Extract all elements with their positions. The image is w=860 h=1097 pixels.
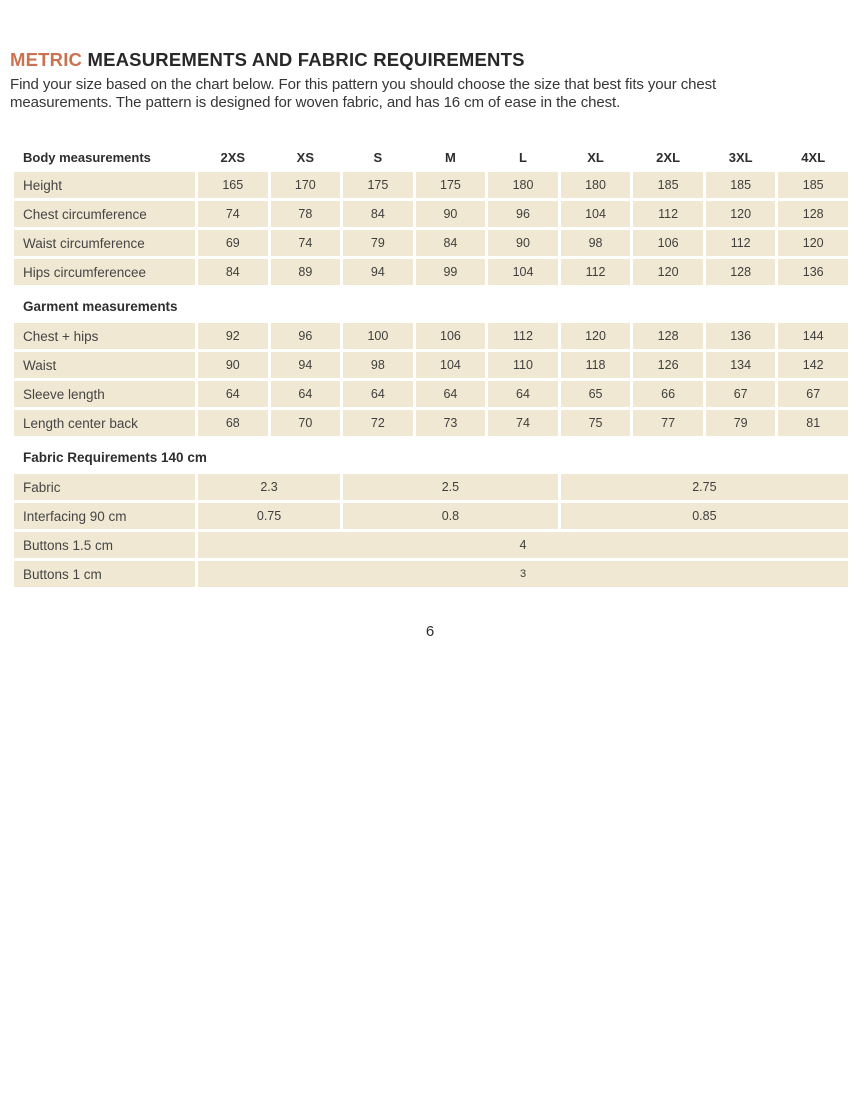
measurement-value-cell: 96	[271, 323, 341, 349]
column-header-body-measurements: Body measurements	[14, 145, 195, 169]
page-title-rest: MEASUREMENTS AND FABRIC REQUIREMENTS	[82, 49, 525, 70]
measurement-value-cell: 64	[271, 381, 341, 407]
row-label: Waist circumference	[14, 230, 195, 256]
size-column-header: S	[343, 145, 413, 169]
measurement-value-cell: 112	[488, 323, 558, 349]
measurement-value-cell: 72	[343, 410, 413, 436]
row-label: Buttons 1 cm	[14, 561, 195, 587]
measurements-table	[14, 145, 848, 587]
fabric-group-value-cell: 0.8	[343, 503, 558, 529]
measurement-value-cell: 96	[488, 201, 558, 227]
section-header-garment: Garment measurements	[14, 288, 848, 320]
row-label: Sleeve length	[14, 381, 195, 407]
measurement-value-cell: 79	[706, 410, 776, 436]
measurement-value-cell: 64	[416, 381, 486, 407]
measurement-value-cell: 64	[198, 381, 268, 407]
measurement-value-cell: 78	[271, 201, 341, 227]
measurement-value-cell: 175	[343, 172, 413, 198]
measurement-value-cell: 65	[561, 381, 631, 407]
measurement-value-cell: 136	[778, 259, 848, 285]
measurement-value-cell: 73	[416, 410, 486, 436]
measurement-value-cell: 128	[778, 201, 848, 227]
measurement-value-cell: 118	[561, 352, 631, 378]
measurement-value-cell: 128	[633, 323, 703, 349]
measurement-value-cell: 98	[561, 230, 631, 256]
fabric-group-value-cell	[198, 561, 848, 587]
size-column-header: 3XL	[706, 145, 776, 169]
measurement-value-cell: 175	[416, 172, 486, 198]
measurement-value-cell: 112	[561, 259, 631, 285]
fabric-group-value-cell: 2.3	[198, 474, 340, 500]
measurement-value-cell: 112	[633, 201, 703, 227]
measurement-value-cell: 99	[416, 259, 486, 285]
fabric-group-value-cell: 2.75	[561, 474, 848, 500]
measurement-value-cell: 92	[198, 323, 268, 349]
measurement-value-cell: 120	[633, 259, 703, 285]
measurement-value-cell: 185	[778, 172, 848, 198]
measurement-value-cell: 75	[561, 410, 631, 436]
measurement-value-cell: 106	[633, 230, 703, 256]
row-label: Hips circumferencee	[14, 259, 195, 285]
measurement-value-cell: 185	[706, 172, 776, 198]
row-label: Waist	[14, 352, 195, 378]
measurement-value-cell: 165	[198, 172, 268, 198]
measurement-value-cell: 66	[633, 381, 703, 407]
fabric-group-value-cell: 2.5	[343, 474, 558, 500]
measurement-value-cell: 120	[706, 201, 776, 227]
fabric-group-value-cell: 0.75	[198, 503, 340, 529]
measurement-value-cell: 67	[778, 381, 848, 407]
measurement-value-cell: 74	[271, 230, 341, 256]
measurement-value-cell: 94	[343, 259, 413, 285]
size-column-header: 2XS	[198, 145, 268, 169]
measurement-value-cell: 128	[706, 259, 776, 285]
measurement-value-cell: 106	[416, 323, 486, 349]
measurement-value-cell: 126	[633, 352, 703, 378]
section-header-fabric: Fabric Requirements 140 cm	[14, 439, 848, 471]
row-label: Chest circumference	[14, 201, 195, 227]
measurement-value-cell: 64	[488, 381, 558, 407]
measurement-value-cell: 68	[198, 410, 268, 436]
size-column-header: XL	[561, 145, 631, 169]
measurement-value-cell: 112	[706, 230, 776, 256]
measurement-value-cell: 170	[271, 172, 341, 198]
row-label: Length center back	[14, 410, 195, 436]
measurement-value-cell: 136	[706, 323, 776, 349]
row-label: Height	[14, 172, 195, 198]
measurement-value-cell: 134	[706, 352, 776, 378]
document-header	[0, 0, 860, 112]
row-label: Interfacing 90 cm	[14, 503, 195, 529]
measurement-value-cell: 69	[198, 230, 268, 256]
measurement-value-cell: 104	[561, 201, 631, 227]
row-label: Chest + hips	[14, 323, 195, 349]
fabric-group-value-cell: 4	[198, 532, 848, 558]
measurement-value-cell: 64	[343, 381, 413, 407]
measurement-value-cell: 67	[706, 381, 776, 407]
page-title	[10, 49, 792, 71]
page-title-accent: METRIC	[10, 49, 83, 70]
measurement-value-cell: 120	[561, 323, 631, 349]
measurement-value-cell: 89	[271, 259, 341, 285]
measurement-value-cell: 144	[778, 323, 848, 349]
measurement-value-cell: 90	[488, 230, 558, 256]
measurement-value-cell: 84	[416, 230, 486, 256]
size-column-header: 2XL	[633, 145, 703, 169]
measurement-value-cell: 81	[778, 410, 848, 436]
measurement-value-cell: 77	[633, 410, 703, 436]
measurement-value-cell: 180	[488, 172, 558, 198]
measurement-value-cell: 180	[561, 172, 631, 198]
measurement-value-cell: 74	[198, 201, 268, 227]
measurement-value-cell: 142	[778, 352, 848, 378]
measurement-value-cell: 98	[343, 352, 413, 378]
page-number: 6	[425, 623, 435, 640]
measurement-value-cell: 90	[416, 201, 486, 227]
intro-text: Find your size based on the chart below. For this pattern you should choose the size that best fits your chest measurements. The pattern is designed for woven fabric, and has 16 cm of ease in the chest.	[10, 76, 717, 111]
measurement-value-cell: 84	[198, 259, 268, 285]
size-column-header: L	[488, 145, 558, 169]
measurement-value-cell: 185	[633, 172, 703, 198]
small-value: 3	[519, 568, 527, 580]
measurement-value-cell: 74	[488, 410, 558, 436]
measurement-value-cell: 90	[198, 352, 268, 378]
measurement-value-cell: 70	[271, 410, 341, 436]
measurement-value-cell: 79	[343, 230, 413, 256]
measurement-value-cell: 104	[416, 352, 486, 378]
size-column-header: XS	[271, 145, 341, 169]
measurement-value-cell: 120	[778, 230, 848, 256]
measurement-value-cell: 84	[343, 201, 413, 227]
row-label: Fabric	[14, 474, 195, 500]
measurement-value-cell: 110	[488, 352, 558, 378]
measurement-value-cell: 94	[271, 352, 341, 378]
measurement-value-cell: 104	[488, 259, 558, 285]
size-column-header: 4XL	[778, 145, 848, 169]
size-column-header: M	[416, 145, 486, 169]
row-label: Buttons 1.5 cm	[14, 532, 195, 558]
measurement-value-cell: 100	[343, 323, 413, 349]
fabric-group-value-cell: 0.85	[561, 503, 848, 529]
